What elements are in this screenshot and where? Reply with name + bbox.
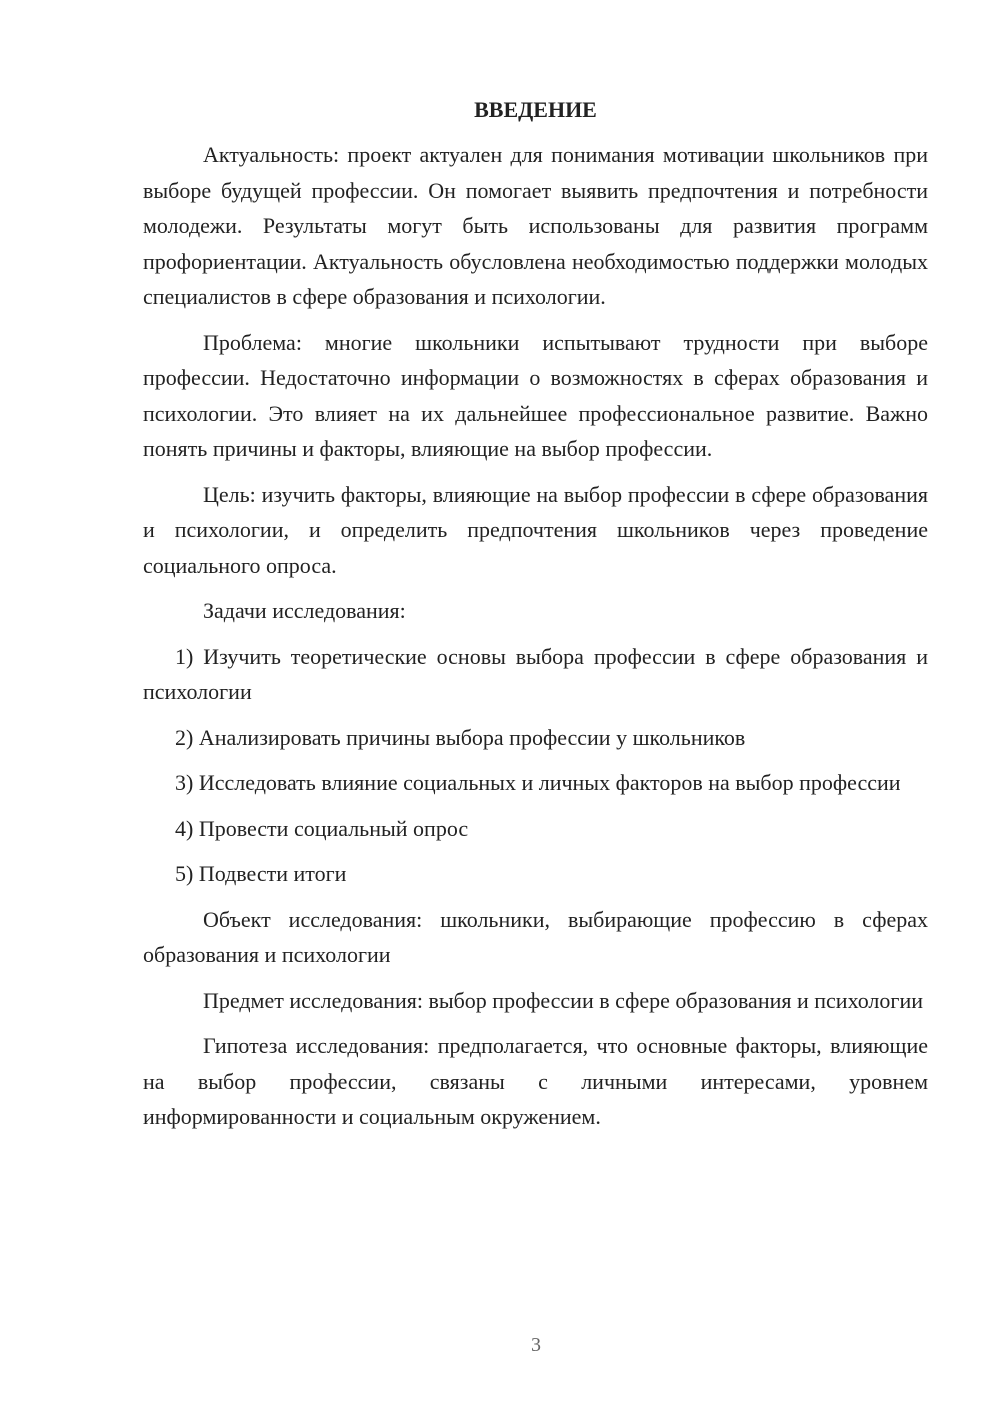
page-content: [143, 94, 928, 1145]
goal-paragraph: Цель: изучить факторы, влияющие на выбор профессии в сфере образования и психологии, и определить предпочтения школьников через проведение социального опроса.: [143, 481, 928, 578]
task-item-1: 1) Изучить теоретические основы выбора профессии в сфере образования и психологии: [143, 643, 928, 704]
task-item-3: 3) Исследовать влияние социальных и личных факторов на выбор профессии: [175, 770, 901, 795]
tasks-heading: Задачи исследования:: [203, 598, 406, 623]
hypothesis-paragraph: Гипотеза исследования: предполагается, что основные факторы, влияющие на выбор профессии, связаны с личными интересами, уровнем информированности и социальным окружением.: [143, 1033, 928, 1129]
task-item-2: 2) Анализировать причины выбора профессии у школьников: [175, 724, 746, 750]
task-item-4: 4) Провести социальный опрос: [175, 815, 469, 841]
page-number: 3: [531, 1334, 541, 1356]
subject-paragraph: Предмет исследования: выбор профессии в сфере образования и психологии: [203, 987, 923, 1013]
problem-paragraph: Проблема: многие школьники испытывают трудности при выборе профессии. Недостаточно информации о возможностях в сферах образования и психологии. Это влияет на их дальнейшее профессиональное развитие. Важно понять причины и факторы, влияющие на выбор профессии.: [143, 329, 928, 461]
task-item-5: 5) Подвести итоги: [175, 861, 347, 886]
relevance-paragraph: Актуальность: проект актуален для понимания мотивации школьников при выборе будущей профессии. Он помогает выявить предпочтения и потребности молодежи. Результаты могут быть использованы для развития программ профориентации. Актуальность обусловлена необходимостью поддержки молодых специалистов в сфере образования и психологии.: [143, 142, 928, 309]
object-paragraph: Объект исследования: школьники, выбирающие профессию в сферах образования и психологии: [143, 906, 928, 967]
section-title: ВВЕДЕНИЕ: [474, 97, 597, 122]
